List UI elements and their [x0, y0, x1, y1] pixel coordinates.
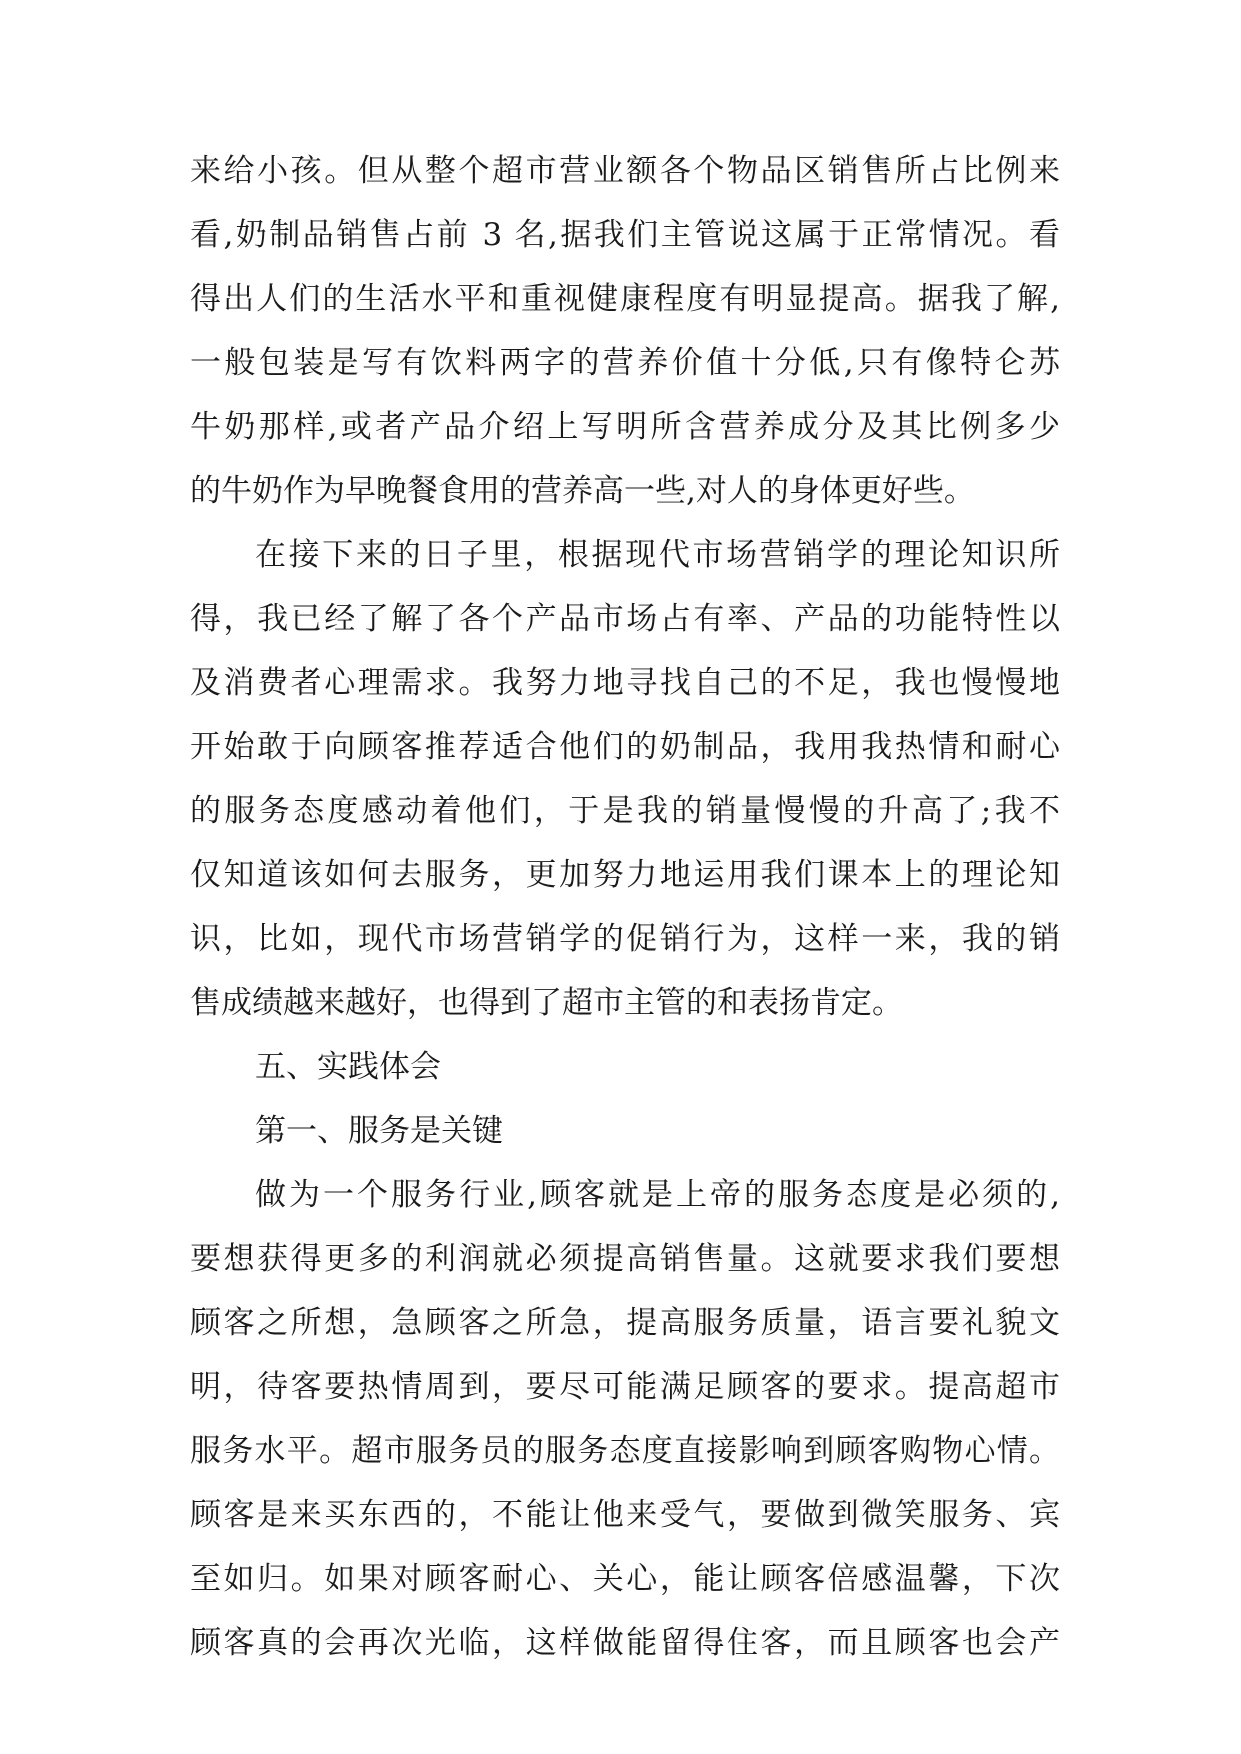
text-line: 得出人们的生活水平和重视健康程度有明显提高。据我了解, [190, 281, 1060, 317]
text-line: 服务水平。超市服务员的服务态度直接影响到顾客购物心情。 [190, 1433, 1060, 1469]
text-line: 一般包装是写有饮料两字的营养价值十分低,只有像特仑苏 [190, 345, 1060, 381]
text-line: 的牛奶作为早晚餐食用的营养高一些,对人的身体更好些。 [190, 473, 975, 509]
paragraph-first-line: 做为一个服务行业,顾客就是上帝的服务态度是必须的, [255, 1177, 1060, 1213]
section-heading: 五、实践体会 [255, 1049, 441, 1085]
paragraph-first-line: 在接下来的日子里，根据现代市场营销学的理论知识所 [255, 537, 1060, 573]
text-line: 牛奶那样,或者产品介绍上写明所含营养成分及其比例多少 [190, 409, 1060, 445]
text-line: 及消费者心理需求。我努力地寻找自己的不足，我也慢慢地 [190, 665, 1060, 701]
text-line: 要想获得更多的利润就必须提高销售量。这就要求我们要想 [190, 1241, 1060, 1277]
text-line: 开始敢于向顾客推荐适合他们的奶制品，我用我热情和耐心 [190, 729, 1060, 765]
text-line: 识，比如，现代市场营销学的促销行为，这样一来，我的销 [190, 921, 1060, 957]
text-line: 的服务态度感动着他们，于是我的销量慢慢的升高了;我不 [190, 793, 1060, 829]
text-line: 看,奶制品销售占前 3 名,据我们主管说这属于正常情况。看 [190, 217, 1060, 253]
text-line: 顾客是来买东西的，不能让他来受气，要做到微笑服务、宾 [190, 1497, 1060, 1533]
text-line: 得，我已经了解了各个产品市场占有率、产品的功能特性以 [190, 601, 1060, 637]
text-line: 售成绩越来越好，也得到了超市主管的和表扬肯定。 [190, 985, 903, 1021]
text-line: 来给小孩。但从整个超市营业额各个物品区销售所占比例来 [190, 153, 1060, 189]
text-line: 顾客真的会再次光临，这样做能留得住客，而且顾客也会产 [190, 1625, 1060, 1661]
text-line: 仅知道该如何去服务，更加努力地运用我们课本上的理论知 [190, 857, 1060, 893]
text-line: 明，待客要热情周到，要尽可能满足顾客的要求。提高超市 [190, 1369, 1060, 1405]
text-line: 顾客之所想，急顾客之所急，提高服务质量，语言要礼貌文 [190, 1305, 1060, 1341]
subsection-heading: 第一、服务是关键 [255, 1113, 503, 1149]
text-line: 至如归。如果对顾客耐心、关心，能让顾客倍感温馨，下次 [190, 1561, 1060, 1597]
